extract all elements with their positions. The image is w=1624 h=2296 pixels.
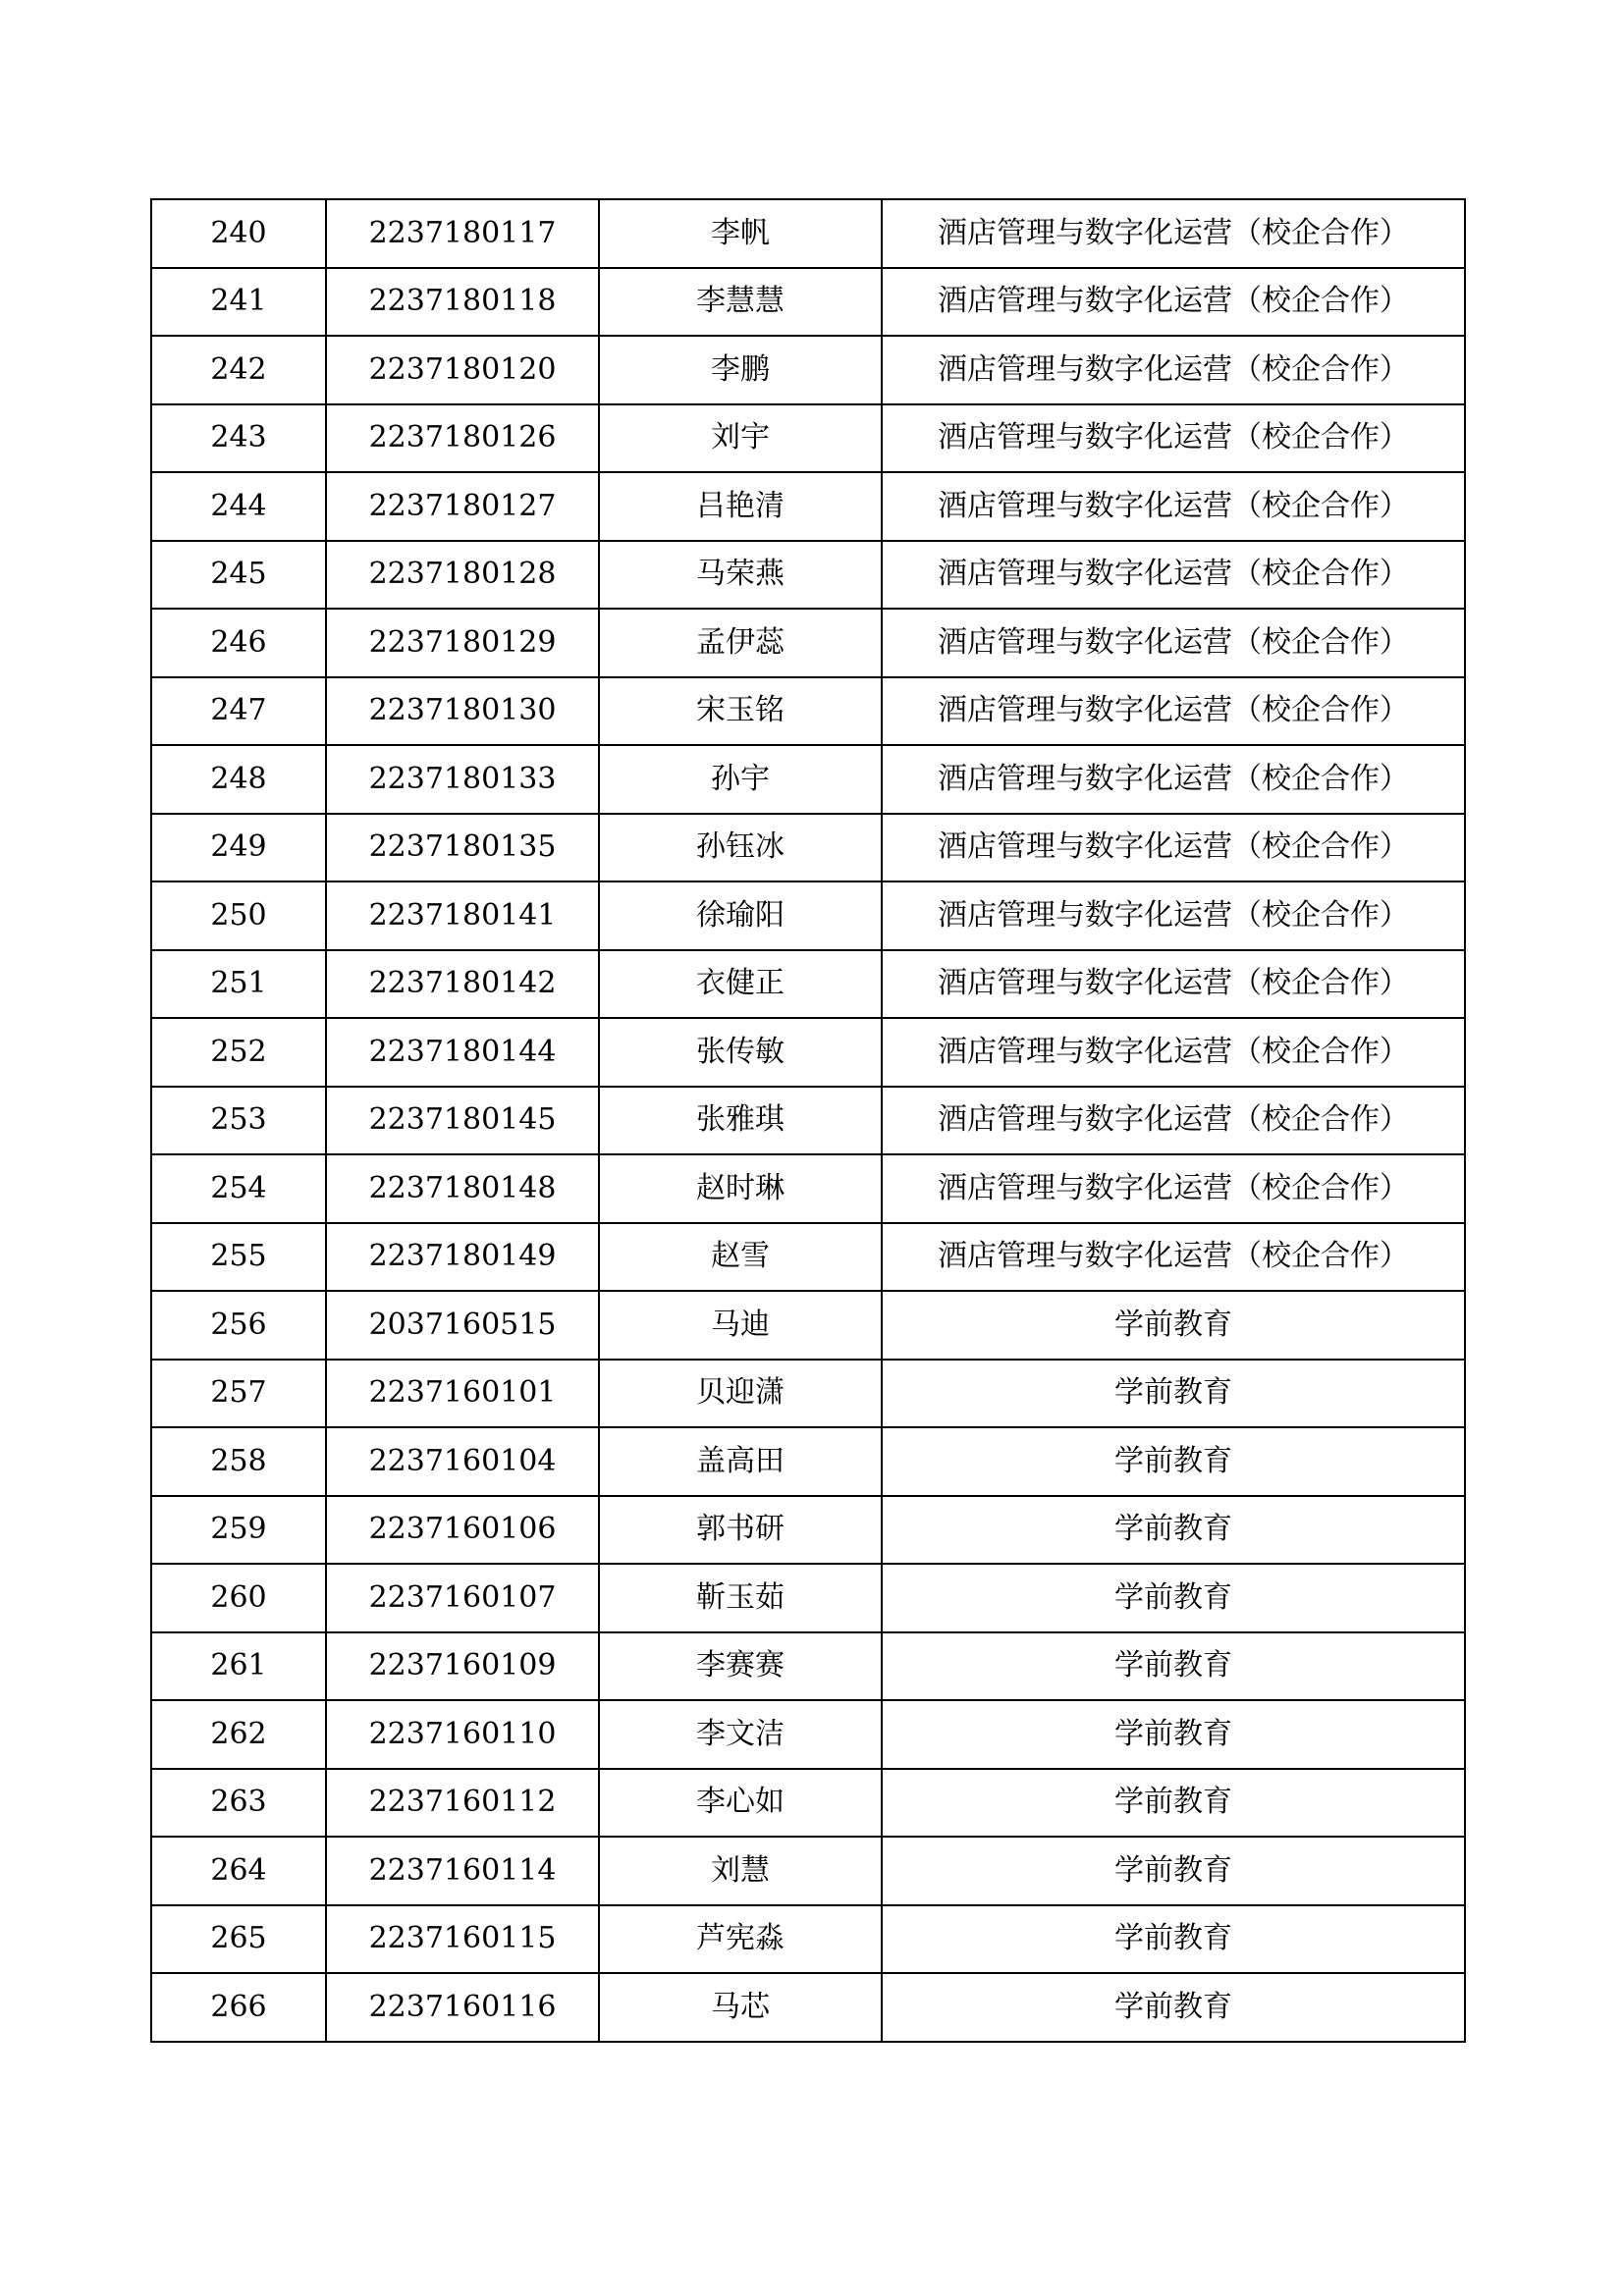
row-number-cell: 263 xyxy=(151,1769,326,1838)
table-row xyxy=(151,1905,1465,1974)
row-number-cell: 265 xyxy=(151,1905,326,1974)
student-name-cell: 李鹏 xyxy=(599,336,882,404)
student-name-cell: 张传敏 xyxy=(599,1018,882,1087)
table-row xyxy=(151,609,1465,677)
student-id-cell: 2237180148 xyxy=(326,1154,599,1223)
table-row xyxy=(151,745,1465,814)
row-number-cell: 241 xyxy=(151,268,326,337)
student-id-cell: 2237160110 xyxy=(326,1700,599,1769)
row-number-cell: 255 xyxy=(151,1223,326,1292)
table-row xyxy=(151,950,1465,1019)
student-name-cell: 靳玉茹 xyxy=(599,1564,882,1632)
table-row xyxy=(151,472,1465,541)
major-cell: 酒店管理与数字化运营（校企合作） xyxy=(882,541,1465,610)
student-name-cell: 宋玉铭 xyxy=(599,677,882,746)
row-number-cell: 251 xyxy=(151,950,326,1019)
row-number-cell: 244 xyxy=(151,472,326,541)
student-id-cell: 2237180129 xyxy=(326,609,599,677)
student-name-cell: 李文洁 xyxy=(599,1700,882,1769)
row-number-cell: 259 xyxy=(151,1496,326,1565)
row-number-cell: 257 xyxy=(151,1360,326,1428)
student-id-cell: 2237160109 xyxy=(326,1632,599,1701)
row-number-cell: 262 xyxy=(151,1700,326,1769)
table-row xyxy=(151,1769,1465,1838)
major-cell: 学前教育 xyxy=(882,1700,1465,1769)
major-cell: 酒店管理与数字化运营（校企合作） xyxy=(882,336,1465,404)
major-cell: 学前教育 xyxy=(882,1973,1465,2042)
table-row xyxy=(151,541,1465,610)
table-row xyxy=(151,1632,1465,1701)
row-number-cell: 252 xyxy=(151,1018,326,1087)
major-cell: 酒店管理与数字化运营（校企合作） xyxy=(882,1154,1465,1223)
table-row xyxy=(151,268,1465,337)
student-id-cell: 2237180133 xyxy=(326,745,599,814)
row-number-cell: 264 xyxy=(151,1837,326,1905)
table-row xyxy=(151,199,1465,268)
table-row xyxy=(151,404,1465,473)
student-id-cell: 2237180135 xyxy=(326,814,599,882)
table-row xyxy=(151,336,1465,404)
student-id-cell: 2237160115 xyxy=(326,1905,599,1974)
roster-body xyxy=(151,199,1465,2042)
major-cell: 酒店管理与数字化运营（校企合作） xyxy=(882,268,1465,337)
table-row xyxy=(151,1973,1465,2042)
row-number-cell: 240 xyxy=(151,199,326,268)
student-id-cell: 2237180117 xyxy=(326,199,599,268)
student-name-cell: 吕艳清 xyxy=(599,472,882,541)
student-name-cell: 孙宇 xyxy=(599,745,882,814)
student-name-cell: 赵时琳 xyxy=(599,1154,882,1223)
student-id-cell: 2037160515 xyxy=(326,1291,599,1360)
student-id-cell: 2237160107 xyxy=(326,1564,599,1632)
major-cell: 学前教育 xyxy=(882,1632,1465,1701)
row-number-cell: 242 xyxy=(151,336,326,404)
table-row xyxy=(151,1291,1465,1360)
student-name-cell: 芦宪淼 xyxy=(599,1905,882,1974)
student-id-cell: 2237160101 xyxy=(326,1360,599,1428)
major-cell: 学前教育 xyxy=(882,1837,1465,1905)
student-name-cell: 赵雪 xyxy=(599,1223,882,1292)
table-row xyxy=(151,677,1465,746)
row-number-cell: 266 xyxy=(151,1973,326,2042)
student-name-cell: 李帆 xyxy=(599,199,882,268)
major-cell: 酒店管理与数字化运营（校企合作） xyxy=(882,1018,1465,1087)
row-number-cell: 250 xyxy=(151,881,326,950)
major-cell: 学前教育 xyxy=(882,1291,1465,1360)
student-name-cell: 孙钰冰 xyxy=(599,814,882,882)
student-id-cell: 2237180128 xyxy=(326,541,599,610)
student-name-cell: 刘慧 xyxy=(599,1837,882,1905)
student-id-cell: 2237180142 xyxy=(326,950,599,1019)
table-row xyxy=(151,1837,1465,1905)
student-id-cell: 2237160106 xyxy=(326,1496,599,1565)
student-name-cell: 贝迎潇 xyxy=(599,1360,882,1428)
row-number-cell: 254 xyxy=(151,1154,326,1223)
major-cell: 学前教育 xyxy=(882,1905,1465,1974)
student-id-cell: 2237180141 xyxy=(326,881,599,950)
major-cell: 学前教育 xyxy=(882,1360,1465,1428)
student-id-cell: 2237180130 xyxy=(326,677,599,746)
student-name-cell: 盖高田 xyxy=(599,1427,882,1496)
row-number-cell: 246 xyxy=(151,609,326,677)
student-id-cell: 2237160116 xyxy=(326,1973,599,2042)
student-name-cell: 郭书研 xyxy=(599,1496,882,1565)
student-id-cell: 2237160104 xyxy=(326,1427,599,1496)
major-cell: 酒店管理与数字化运营（校企合作） xyxy=(882,677,1465,746)
major-cell: 学前教育 xyxy=(882,1427,1465,1496)
table-row xyxy=(151,1360,1465,1428)
table-row xyxy=(151,881,1465,950)
table-row xyxy=(151,1087,1465,1155)
major-cell: 学前教育 xyxy=(882,1564,1465,1632)
row-number-cell: 249 xyxy=(151,814,326,882)
row-number-cell: 256 xyxy=(151,1291,326,1360)
major-cell: 酒店管理与数字化运营（校企合作） xyxy=(882,881,1465,950)
major-cell: 酒店管理与数字化运营（校企合作） xyxy=(882,745,1465,814)
table-row xyxy=(151,1223,1465,1292)
table-row xyxy=(151,1564,1465,1632)
major-cell: 酒店管理与数字化运营（校企合作） xyxy=(882,404,1465,473)
student-name-cell: 马荣燕 xyxy=(599,541,882,610)
student-name-cell: 张雅琪 xyxy=(599,1087,882,1155)
student-name-cell: 李赛赛 xyxy=(599,1632,882,1701)
major-cell: 酒店管理与数字化运营（校企合作） xyxy=(882,1223,1465,1292)
student-id-cell: 2237180149 xyxy=(326,1223,599,1292)
student-id-cell: 2237180144 xyxy=(326,1018,599,1087)
table-row xyxy=(151,1496,1465,1565)
student-name-cell: 李心如 xyxy=(599,1769,882,1838)
row-number-cell: 258 xyxy=(151,1427,326,1496)
table-row xyxy=(151,814,1465,882)
row-number-cell: 243 xyxy=(151,404,326,473)
major-cell: 酒店管理与数字化运营（校企合作） xyxy=(882,814,1465,882)
row-number-cell: 260 xyxy=(151,1564,326,1632)
major-cell: 酒店管理与数字化运营（校企合作） xyxy=(882,950,1465,1019)
major-cell: 酒店管理与数字化运营（校企合作） xyxy=(882,1087,1465,1155)
student-id-cell: 2237180126 xyxy=(326,404,599,473)
student-name-cell: 孟伊蕊 xyxy=(599,609,882,677)
student-id-cell: 2237180145 xyxy=(326,1087,599,1155)
student-name-cell: 马迪 xyxy=(599,1291,882,1360)
student-id-cell: 2237160114 xyxy=(326,1837,599,1905)
table-row xyxy=(151,1700,1465,1769)
table-row xyxy=(151,1018,1465,1087)
row-number-cell: 253 xyxy=(151,1087,326,1155)
table-row xyxy=(151,1427,1465,1496)
student-name-cell: 李慧慧 xyxy=(599,268,882,337)
major-cell: 酒店管理与数字化运营（校企合作） xyxy=(882,199,1465,268)
major-cell: 酒店管理与数字化运营（校企合作） xyxy=(882,472,1465,541)
row-number-cell: 248 xyxy=(151,745,326,814)
student-id-cell: 2237180127 xyxy=(326,472,599,541)
student-name-cell: 马芯 xyxy=(599,1973,882,2042)
major-cell: 酒店管理与数字化运营（校企合作） xyxy=(882,609,1465,677)
table-row xyxy=(151,1154,1465,1223)
student-id-cell: 2237180118 xyxy=(326,268,599,337)
row-number-cell: 247 xyxy=(151,677,326,746)
row-number-cell: 245 xyxy=(151,541,326,610)
student-name-cell: 衣健正 xyxy=(599,950,882,1019)
row-number-cell: 261 xyxy=(151,1632,326,1701)
student-name-cell: 徐瑜阳 xyxy=(599,881,882,950)
major-cell: 学前教育 xyxy=(882,1496,1465,1565)
major-cell: 学前教育 xyxy=(882,1769,1465,1838)
student-roster-table xyxy=(150,198,1466,2043)
student-id-cell: 2237160112 xyxy=(326,1769,599,1838)
student-name-cell: 刘宇 xyxy=(599,404,882,473)
student-id-cell: 2237180120 xyxy=(326,336,599,404)
